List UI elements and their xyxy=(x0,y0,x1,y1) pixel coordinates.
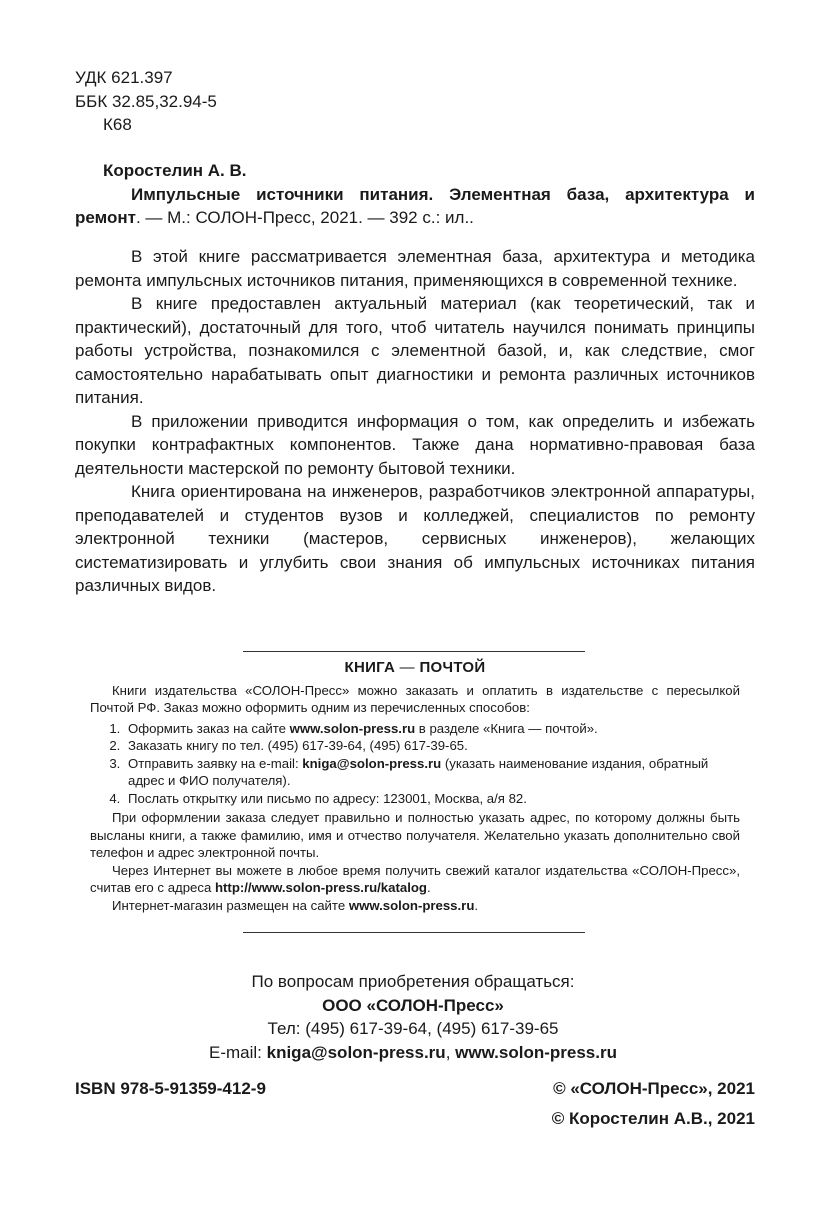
order-methods-list xyxy=(90,720,740,808)
book-title: Импульсные источники питания. Элементная база, архитектура и ремонт xyxy=(75,184,755,227)
company-name: ООО «СОЛОН-Пресс» xyxy=(322,995,504,1015)
udk-code: УДК 621.397 xyxy=(75,68,173,87)
copyright-publisher: © «СОЛОН-Пресс», 2021 xyxy=(553,1079,755,1098)
contact-separator: , xyxy=(445,1042,456,1062)
divider-bottom xyxy=(243,932,585,933)
contact-phone: Тел: (495) 617-39-64, (495) 617-39-65 xyxy=(267,1019,559,1038)
contact-email[interactable]: kniga@solon-press.ru xyxy=(266,1042,446,1062)
order-note-text: . xyxy=(474,897,479,913)
order-note-catalog xyxy=(90,862,740,897)
author-sign-code: К68 xyxy=(103,115,132,134)
email-label: E-mail: xyxy=(209,1042,267,1062)
catalog-link[interactable]: http://www.solon-press.ru/katalog xyxy=(214,880,427,895)
mail-order-section xyxy=(90,659,740,914)
bbk-code: ББК 32.85,32.94-5 xyxy=(75,92,217,111)
annotation-paragraph: Книга ориентирована на инженеров, разработчиков электронной аппаратуры, преподавателей и студентов вузов и колледжей, специалистов по ремонту электронной техники (мастеров, сервисных инженеров), желающих систематизировать и углубить свои знания об импульсных источниках питания различных видов. xyxy=(75,482,755,595)
mail-order-title xyxy=(90,659,740,677)
order-method-text: Отправить заявку на e-mail: xyxy=(128,755,303,771)
order-note-address: При оформлении заказа следует правильно и полностью указать адрес, по которому должны быть высланы книги, а также фамилию, имя и отчество получателя. Желательно указать дополнительно свой телефон и адрес электронной почты. xyxy=(90,810,740,860)
book-title-line xyxy=(75,183,755,230)
bibliographic-record xyxy=(75,159,755,230)
annotation-paragraph: В приложении приводится информация о том, как определить и избежать покупки контрафактных компонентов. Также дана нормативно-правовая база деятельности мастерской по ремонту бытовой техники. xyxy=(75,411,755,478)
site-link[interactable]: www.solon-press.ru xyxy=(289,720,416,736)
annotation-paragraph: В этой книге рассматривается элементная база, архитектура и методика ремонта импульсных источников питания, применяющихся в современной технике. xyxy=(75,247,755,290)
mail-order-title-left: КНИГА xyxy=(344,659,396,676)
email-link[interactable]: kniga@solon-press.ru xyxy=(302,755,442,771)
order-method-text: Оформить заказ на сайте xyxy=(128,720,290,736)
shop-link[interactable]: www.solon-press.ru xyxy=(348,897,475,913)
mail-order-title-dash: — xyxy=(395,659,420,676)
annotation-paragraph: В книге предоставлен актуальный материал (как теоретический, так и практический), достаточный для того, чтоб читатель научился понимать принципы работы устройства, познакомился с элементной базой, и, как следствие, смог самостоятельно нарабатывать опыт диагностики и ремонта различных источников питания. xyxy=(75,294,755,407)
order-note-text: . xyxy=(426,880,431,895)
order-method-post: 4. Послать открытку или письмо по адресу: 123001, Москва, а/я 82. xyxy=(124,790,740,808)
book-imprint: . — М.: СОЛОН-Пресс, 2021. — 392 с.: ил.. xyxy=(135,208,474,227)
contact-email-line xyxy=(140,1041,686,1065)
annotation xyxy=(75,245,755,598)
mail-order-intro: Книги издательства «СОЛОН-Пресс» можно заказать и оплатить в издательстве с пересылкой Почтой РФ. Заказ можно оформить одним из перечисленных способов: xyxy=(90,682,740,715)
contact-block xyxy=(140,970,686,1064)
order-note-text: Через Интернет вы можете в любое время получить свежий каталог издательства «СОЛОН-Пресс», считав его с адреса xyxy=(90,862,740,895)
order-method-site xyxy=(124,720,740,738)
order-method-email xyxy=(124,755,740,790)
contact-heading: По вопросам приобретения обращаться: xyxy=(251,972,575,991)
order-method-text: (указать наименование издания, обратный адрес и ФИО получателя). xyxy=(128,755,709,788)
mail-order-title-right: ПОЧТОЙ xyxy=(419,659,486,676)
contact-site[interactable]: www.solon-press.ru xyxy=(455,1042,617,1062)
order-note-shop xyxy=(90,897,740,915)
order-method-phone: 2. Заказать книгу по тел. (495) 617-39-64, (495) 617-39-65. xyxy=(124,737,740,755)
isbn: ISBN 978-5-91359-412-9 xyxy=(75,1079,266,1098)
order-method-text: в разделе «Книга — почтой». xyxy=(415,720,598,736)
divider-top xyxy=(243,651,585,652)
copyright-author: © Коростелин А.В., 2021 xyxy=(551,1109,755,1128)
author-name: Коростелин А. В. xyxy=(103,161,247,180)
order-note-text: Интернет-магазин размещен на сайте xyxy=(112,897,349,913)
